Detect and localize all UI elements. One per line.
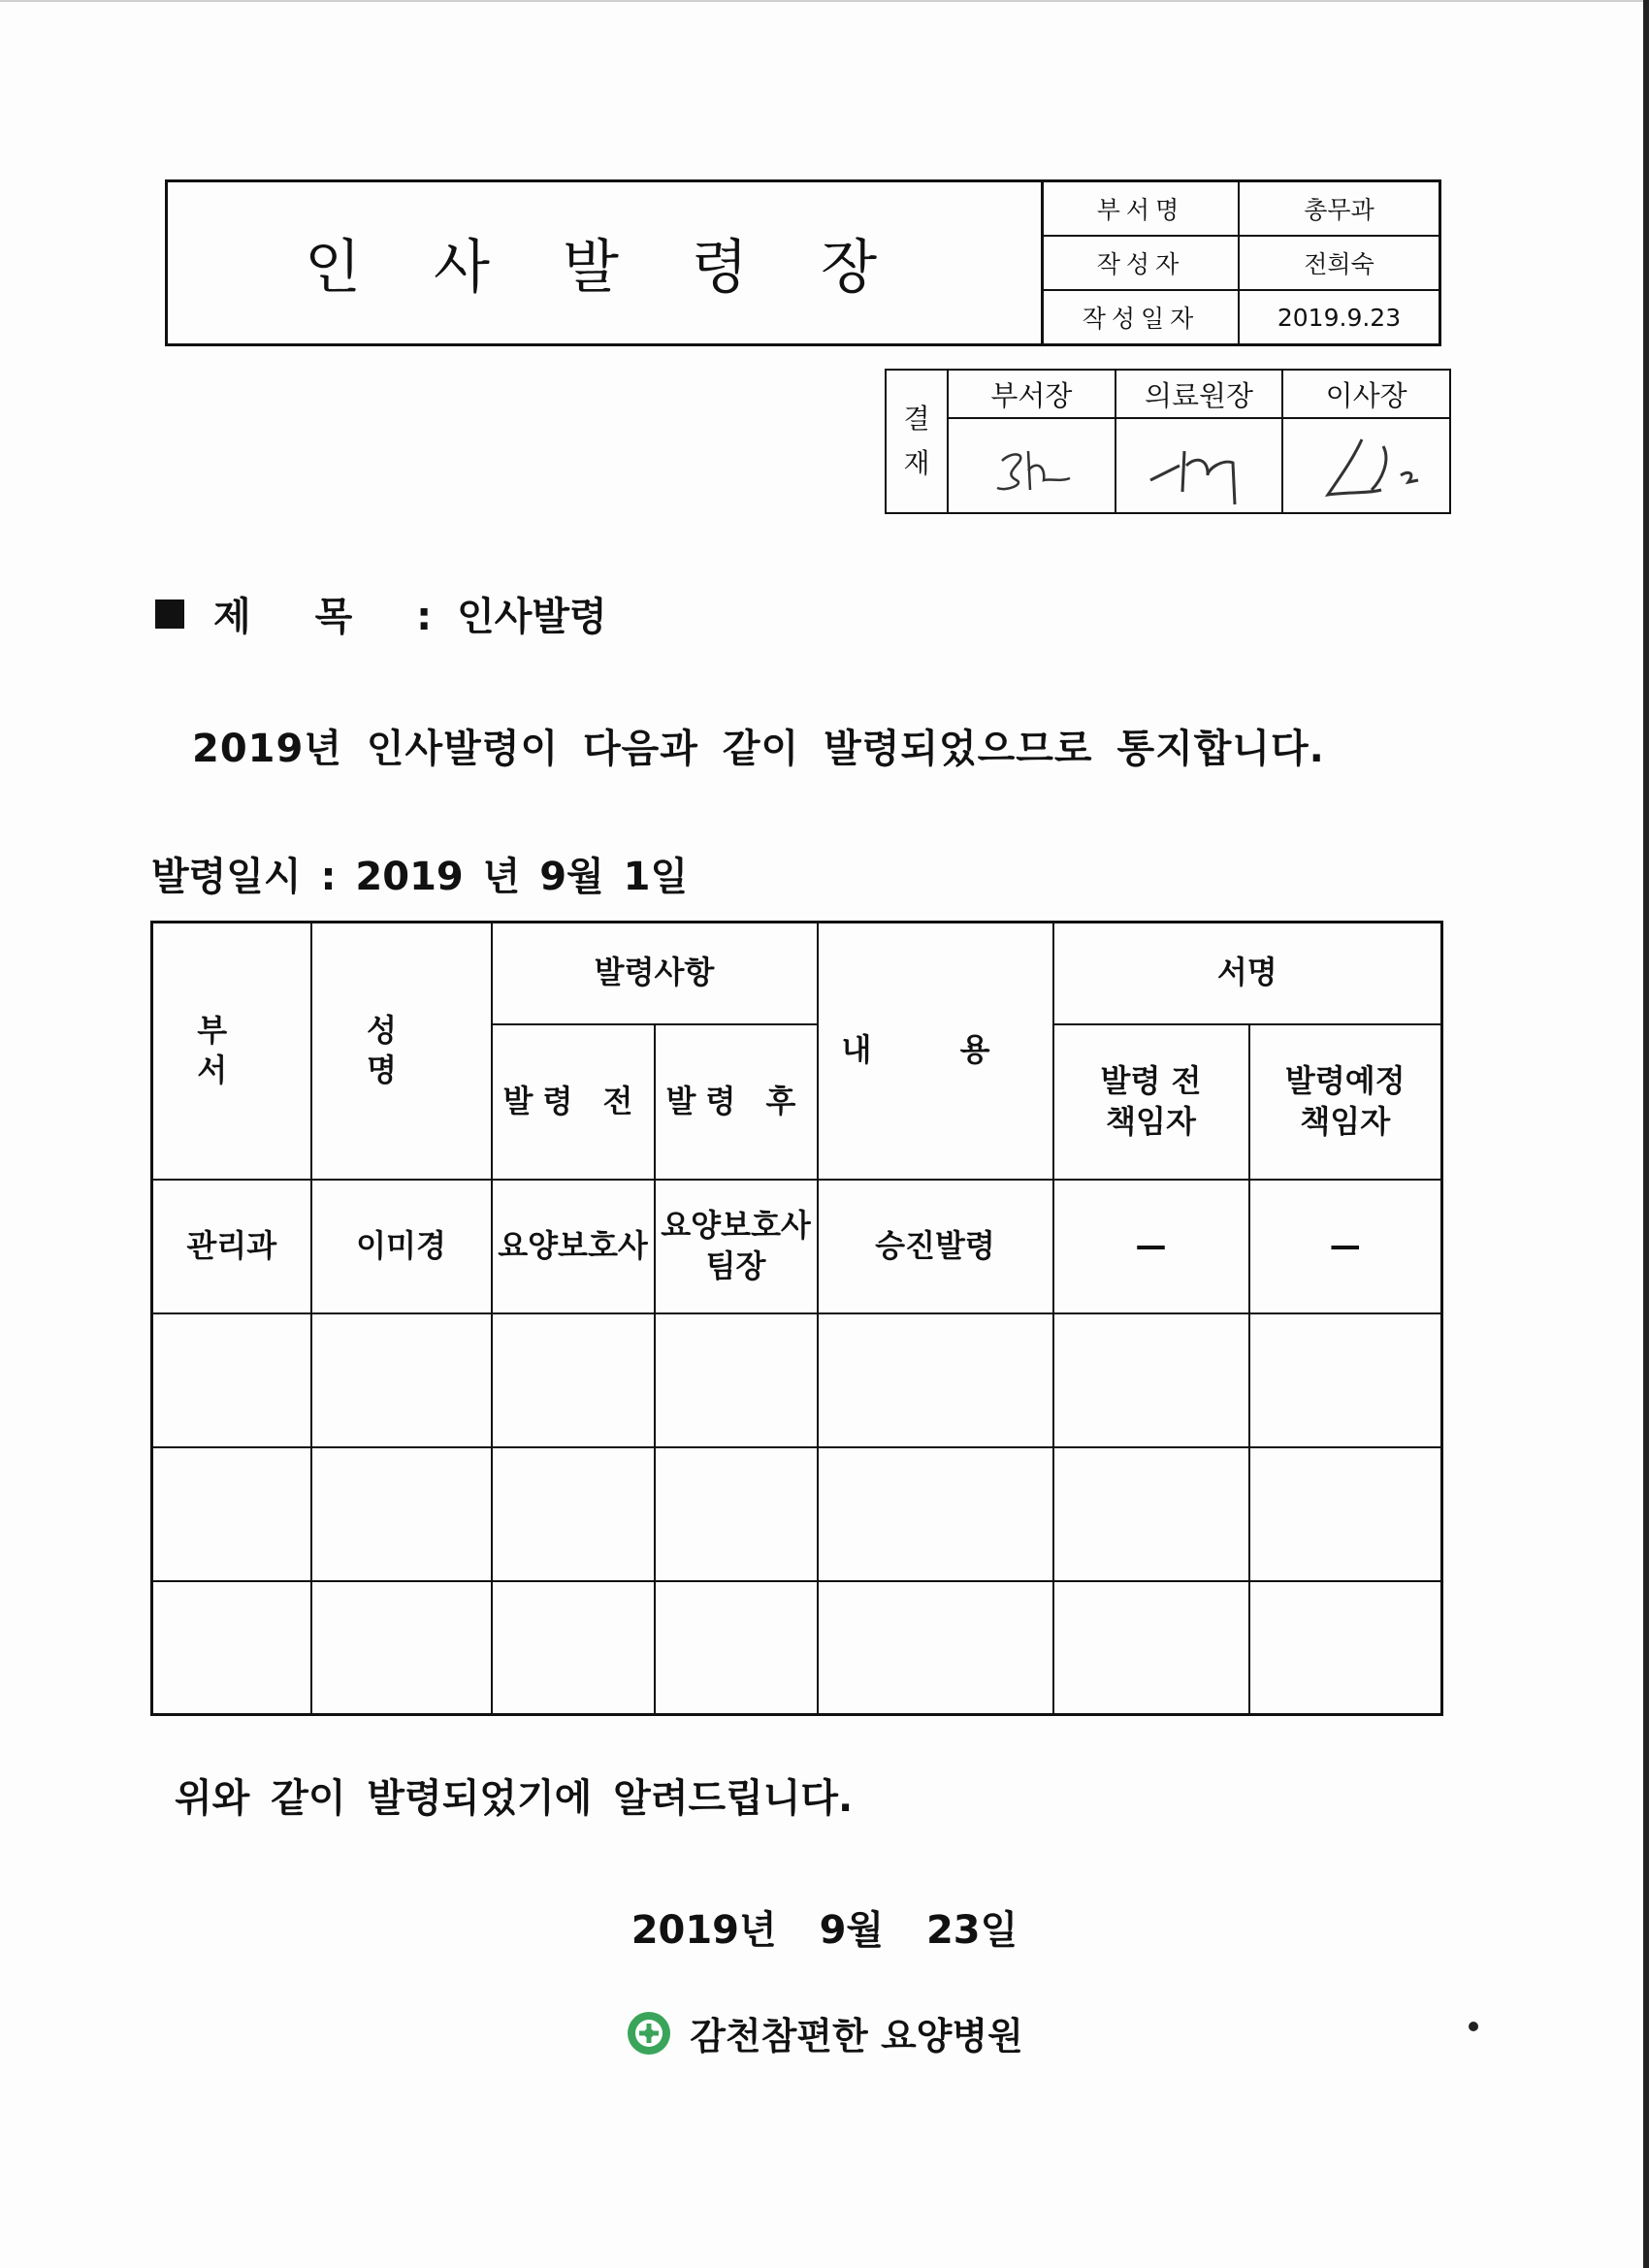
cell-empty (1053, 1447, 1249, 1581)
cell-empty (655, 1581, 818, 1715)
cell-empty (311, 1313, 492, 1447)
meta-label: 작성자 (1044, 237, 1240, 289)
approval-label (887, 371, 949, 512)
cell-empty (1053, 1581, 1249, 1715)
signature-icon (958, 422, 1104, 509)
table-header-row (152, 923, 1442, 1024)
scan-top-edge (0, 0, 1649, 2)
cell-empty (492, 1313, 655, 1447)
cell-empty (1249, 1313, 1442, 1447)
header-planned-responsible (1249, 1024, 1442, 1180)
header-line: 발령예정 (1284, 1061, 1406, 1099)
header-line: 발령 전 (1100, 1061, 1202, 1099)
cell-empty (655, 1313, 818, 1447)
cell-name: 이미경 (311, 1180, 492, 1313)
issue-date: 발령일시 : 2019 년 9월 1일 (151, 855, 689, 899)
approval-column-dept-head (949, 371, 1116, 512)
cell-empty (311, 1581, 492, 1715)
approval-role: 의료원장 (1116, 371, 1282, 419)
personnel-order-table (150, 921, 1443, 1716)
table-row-empty (152, 1447, 1442, 1581)
table-row-empty (152, 1313, 1442, 1447)
meta-value: 전희숙 (1304, 250, 1374, 278)
cell-empty (818, 1581, 1053, 1715)
cell-empty (1249, 1447, 1442, 1581)
cell-dept: 관리과 (152, 1180, 311, 1313)
header-before-responsible (1053, 1024, 1249, 1180)
hospital-logo-icon (626, 2010, 672, 2057)
approval-column-chairman (1283, 371, 1449, 512)
meta-row-date (1044, 291, 1439, 343)
cell-empty (1053, 1313, 1249, 1447)
header-signature: 서명 (1053, 923, 1442, 1024)
cell-empty (818, 1313, 1053, 1447)
approval-role: 이사장 (1283, 371, 1449, 419)
approval-box (885, 369, 1451, 514)
signature-chairman (1283, 419, 1449, 512)
cell-planned-responsible: — (1249, 1180, 1442, 1313)
cell-before-responsible: — (1053, 1180, 1249, 1313)
approval-role: 부서장 (949, 371, 1115, 419)
signature-icon (1294, 422, 1439, 509)
scan-speck (1469, 2022, 1478, 2031)
cell-before: 요양보호사 (492, 1180, 655, 1313)
cell-empty (152, 1581, 311, 1715)
document-title: 인 사 발 령 장 (304, 234, 905, 302)
header-dept: 부 서 (152, 923, 311, 1180)
document-meta (1041, 182, 1439, 343)
table-row-empty (152, 1581, 1442, 1715)
cell-empty (655, 1447, 818, 1581)
meta-value: 2019.9.23 (1277, 303, 1402, 332)
header-after: 발령 후 (655, 1024, 818, 1180)
approval-column-director (1116, 371, 1284, 512)
subject-label: 제 목 : (213, 595, 458, 639)
document-date: 2019년 9월 23일 (630, 1908, 1018, 1953)
cell-empty (818, 1447, 1053, 1581)
signature-icon (1126, 422, 1272, 509)
subject-line (155, 586, 607, 641)
organization-signature (0, 2006, 1649, 2059)
notice-text: 2019년 인사발령이 다음과 같이 발령되었으므로 통지합니다. (192, 727, 1325, 771)
organization-name: 감천참편한 요양병원 (690, 2015, 1023, 2057)
cell-empty (492, 1581, 655, 1715)
cell-empty (492, 1447, 655, 1581)
document-header (165, 179, 1441, 346)
cell-after (655, 1180, 818, 1313)
signature-dept-head (949, 419, 1115, 512)
bullet-square-icon (155, 599, 184, 629)
approval-label-top: 결 (903, 403, 930, 435)
closing-text: 위와 같이 발령되었기에 알려드립니다. (175, 1776, 854, 1821)
cell-line: 팀장 (705, 1247, 766, 1284)
meta-value: 총무과 (1304, 196, 1374, 224)
subject-value: 인사발령 (457, 595, 607, 639)
approval-label-bottom: 재 (903, 447, 930, 479)
cell-content: 승진발령 (818, 1180, 1053, 1313)
cell-empty (152, 1447, 311, 1581)
header-order: 발령사항 (492, 923, 818, 1024)
meta-label: 부서명 (1044, 182, 1240, 235)
header-line: 책임자 (1106, 1102, 1196, 1140)
header-line: 책임자 (1300, 1102, 1391, 1140)
cell-empty (1249, 1581, 1442, 1715)
cell-line: 요양보호사 (661, 1206, 811, 1244)
table-row (152, 1180, 1442, 1313)
header-before: 발령 전 (492, 1024, 655, 1180)
header-name: 성 명 (311, 923, 492, 1180)
cell-empty (152, 1313, 311, 1447)
meta-label: 작성일자 (1044, 291, 1240, 343)
signature-director (1116, 419, 1282, 512)
meta-row-author (1044, 237, 1439, 291)
cell-empty (311, 1447, 492, 1581)
header-content: 내 용 (818, 923, 1053, 1180)
meta-row-department (1044, 182, 1439, 237)
